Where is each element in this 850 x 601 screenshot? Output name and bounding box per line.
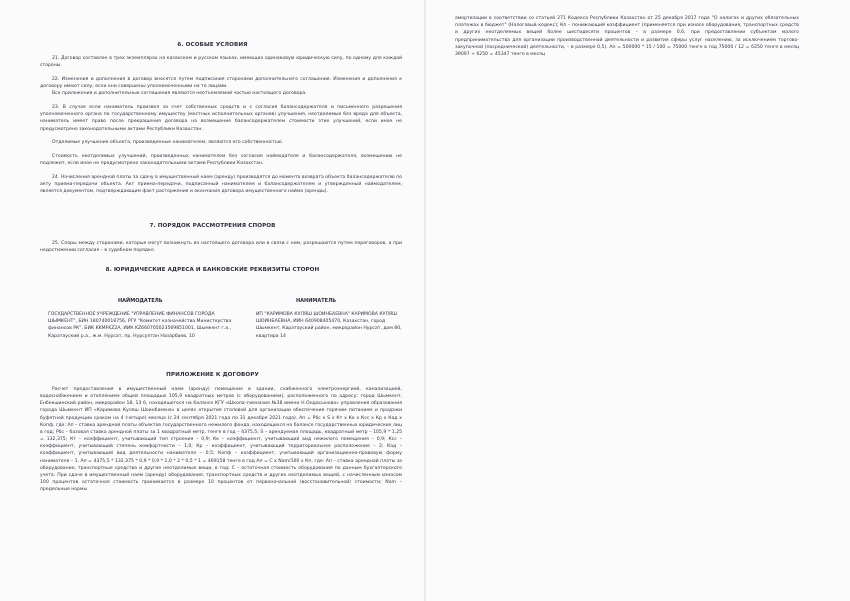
- clause-22: 22. Изменения и дополнения в договор вносятся путем подписания сторонами дополнительного соглашения. Изменения и дополнения к договору имеют силу, если они совершены уполномоченными на то лицами.: [40, 77, 402, 90]
- landlord-label: НАЙМОДАТЕЛЬ: [118, 298, 163, 304]
- inseparable-improvements-cost: Стоимость неотделимых улучшений, произведенных нанимателем без согласия наймодателя и балансодержателя, возмещению не подлежит, если иное не предусмотрено законодательными актами Республики Казахстан.: [40, 154, 402, 167]
- separable-improvements: Отделимые улучшения объекта, произведенные нанимателем, являются его собственностью.: [52, 140, 284, 145]
- landlord-details: ГОСУДАРСТВЕННОЕ УЧРЕЖДЕНИЕ "УПРАВЛЕНИЕ ФИНАНСОВ ГОРОДА ШЫМКЕНТ", БИН 180740018756, РГУ "Комитет казначейства Министерства финансов РК", БИК KKMFKZ2A, ИИК KZ660705023569851001, Шымкент г.а., Каратауский р.а., ж.м. Нурсат, пр. Нурсултан Назарбаев, 10: [48, 312, 232, 339]
- section-6-title: 6. ОСОБЫЕ УСЛОВИЯ: [177, 42, 248, 48]
- clause-23: 23. В случае если наниматель произвел за счет собственных средств и с согласия балансодержателя и письменного разрешения уполномоченного органа по государственному имуществу (местных исполнительных органов) улучшения, неотделимые без вреда для объекта, наниматель имеет право после прекращения договора на возмещение балансодержателем стоимости этих улучшений, если иное не предусмотрено законодательными актами Республики Казахстан.: [40, 105, 402, 132]
- right-page: [425, 0, 850, 601]
- tenant-label: НАНИМАТЕЛЬ: [296, 298, 337, 304]
- appendix-note: Все приложения и дополнительные соглашения являются неотъемлемой частью настоящего договора.: [52, 91, 307, 96]
- section-8-title: 8. ЮРИДИЧЕСКИЕ АДРЕСА И БАНКОВСКИЕ РЕКВИЗИТЫ СТОРОН: [105, 267, 320, 273]
- section-7-title: 7. ПОРЯДОК РАССМОТРЕНИЯ СПОРОВ: [149, 223, 276, 229]
- clause-25: 25. Споры между сторонами, которые могут возникнуть из настоящего договора или в связи с ним, разрешаются путем переговоров, а при недостижении согласия – в судебном порядке.: [40, 241, 402, 254]
- rent-calculation: Расчет предоставления в имущественный наем (аренду) помещение в здании, снабженного электроэнергией, канализацией, водоснабжением и отоплением общей площадью 105,9 квадратных метров (с оборудованием), расположенного по адресу: город Шымкент, Енбекшинский район, микрорайон 18, 13 б, находящегося на балансе КГУ «Школа–гимназия №38 имени Н.Ондасынова» управления образования города Шымкент ИП «Каримова Куляш Шоинбаевна» в целях открытия столовой для организации обеспечения горячим питанием и продажи буфетной продукции сроком на 4 (четыре) месяца (с 24 сентября 2021 года по 31 декабря 2021 года). Ап = Рбс х S х Кт х Кк х Ксс х Кр х Кад х Копф, где: Ап – ставка арендной платы объектов государственного нежилого фонда, находящихся на балансе государственных юридических лиц в год; Рбс – базовая ставка арендной платы за 1 квадратный метр, тенге в год – 4375,5; S – арендуемая площадь, квадратный метр – 105,9 * 1,25 = 132,375; Кт – коэффициент, учитывающий тип строения – 0,9; Кк – коэффициент, учитывающий вид нежилого помещения – 0,9; Ксс – коэффициент, учитывающий степень комфортности – 1,0; Кр – коэффициент, учитывающий территориальное расположение – 2; Кад – коэффициент, учитывающий вид деятельности нанимателя – 0,5; Копф – коэффициент, учитывающий организационно-правовую форму нанимателя – 1. Ап = 4375,5 * 132,375 * 0,9 * 0,9 * 1,0 * 2 * 0,5 * 1 = 469158 тенге в год Ап = С х Nam/100 х Кп, где: Ап – ставка арендной платы за оборудование, транспортные средства и другие неотделимые вещи, в год; С – остаточная стоимость оборудования по данным бухгалтерского учета. При сдаче в имущественный наем (аренду) оборудования, транспортных средств и других неотделимых вещей, с начисленным износом 100 процентов остаточная стоимость принимается в размере 10 процентов от первоначальной (восстановительной) стоимости; Nam – предельные нормы: [40, 387, 402, 493]
- rent-calculation-continued: амортизации в соответствии со статьей 271 Кодекса Республики Казахстан от 25 декабря 2017 года "О налогах и других обязательных платежах в бюджет" (Налоговый кодекс); Кп – понижающий коэффициент (применяется при износе оборудования, транспортных средств и других неотделяемых вещей более шестидесяти процентов – в размере 0,6, при предоставлении субъектам малого предпринимательства для организации производственной деятельности и развития сферы услуг населению, за исключением торгово-закупочной (посреднической) деятельности, – в размере 0,5). Ап = 500000 * 15 / 100 = 75000 тенге в год 75000 / 12 = 6250 тенге в месяц 39097 + 6250 = 45347 тенге в месяц: [455, 16, 799, 58]
- clause-24: 24. Начисления арендной платы за сдачу в имущественный наем (аренду) производятся до момента возврата объекта балансодержателю по акту приема-передачи объекта. Акт приема-передачи, подписанный нанимателем и балансодержателем и утвержденный наймодателем, является документом, подтверждающим факт расторжения и окончания договора имущественного найма (аренды).: [40, 175, 402, 195]
- clause-21: 21. Договор составлен в трех экземплярах на казахском и русском языках, имеющих одинаковую юридическую силу, по одному для каждой стороны.: [40, 56, 402, 69]
- tenant-details: ИП "КАРИМОВА КУЛЯШ ШОИНБАЕВНА" КАРИМОВА КУЛЯШ ШОИНБАЕВНА, ИИН 640908405470, Казахстан, город Шымкент, Каратауский район, микрорайон Нурсат, дом 80, квартира 14: [256, 312, 402, 339]
- appendix-title: ПРИЛОЖЕНИЕ К ДОГОВОРУ: [166, 372, 259, 378]
